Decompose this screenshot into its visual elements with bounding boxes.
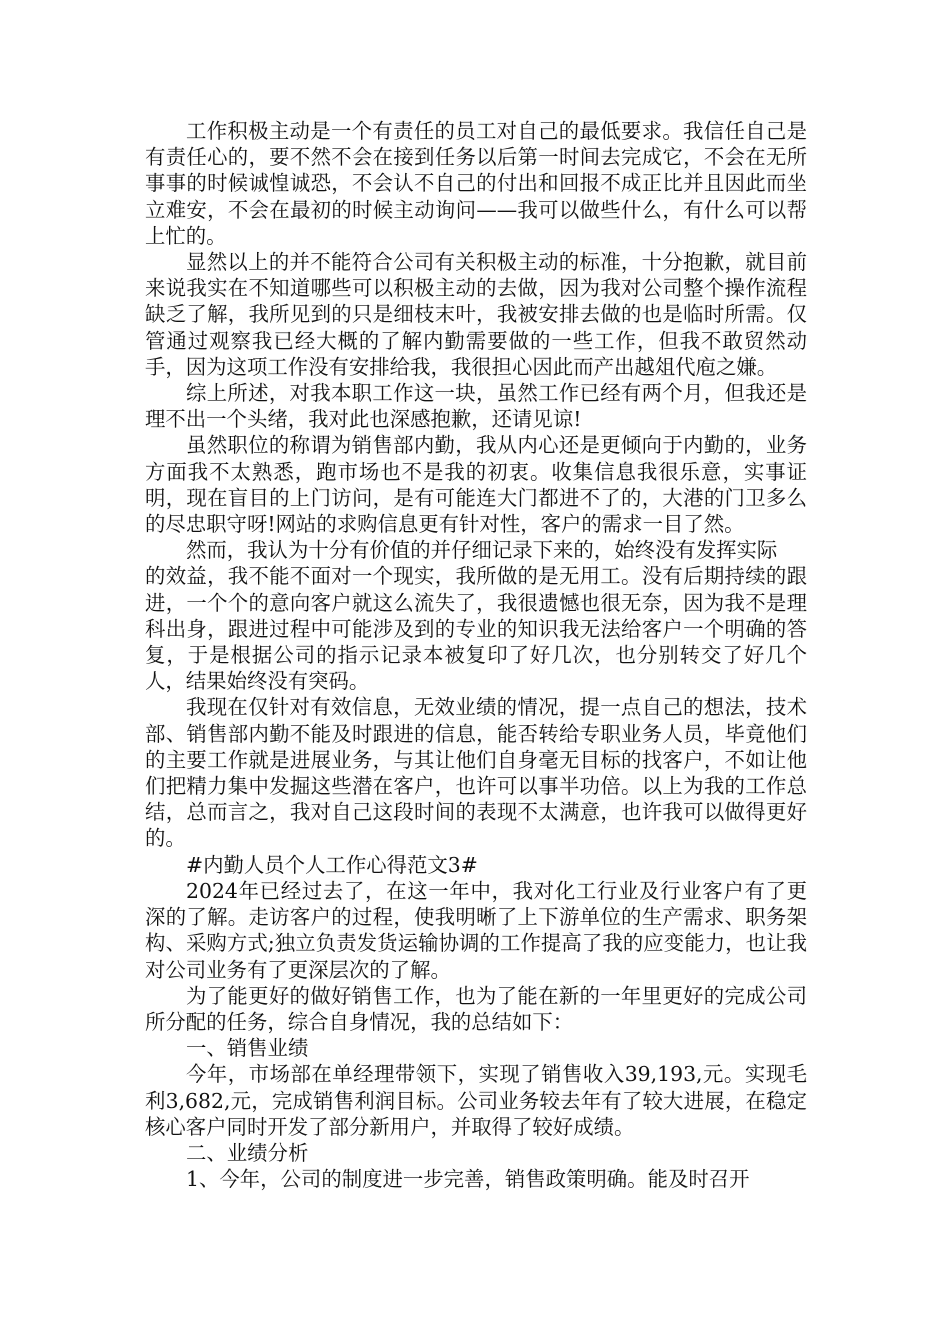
- paragraph-summary: 综上所述，对我本职工作这一块，虽然工作已经有两个月，但我还是理不出一个头绪，我对此也深感抱歉，还请见谅!: [145, 381, 807, 432]
- paragraph-year-review: 2024年已经过去了，在这一年中，我对化工行业及行业客户有了更深的了解。走访客户的过程，使我明晰了上下游单位的生产需求、职务架构、采购方式;独立负责发货运输协调的工作提高了我的应变能力，也让我对公司业务有了更深层次的了解。: [145, 878, 807, 982]
- paragraph-goal: 为了能更好的做好销售工作，也为了能在新的一年里更好的完成公司所分配的任务，综合自身情况，我的总结如下：: [145, 983, 807, 1034]
- paragraph-however: 然而，我认为十分有价值的并仔细记录下来的，始终没有发挥实际: [186, 538, 778, 563]
- paragraph-analysis-item-1: 1、今年，公司的制度进一步完善，销售政策明确。能及时召开: [186, 1167, 750, 1192]
- paragraph-proactive-attitude: 工作积极主动是一个有责任的员工对自己的最低要求。我信任自己是有责任心的，要不然不会在接到任务以后第一时间去完成它，不会在无所事事的时候诚惶诚恐，不会认不自己的付出和回报不成正比并且因此而坐立难安，不会在最初的时候主动询问——我可以做些什么，有什么可以帮上忙的。: [145, 119, 807, 248]
- document-body: [145, 118, 807, 1192]
- paragraph-effect: 的效益，我不能不面对一个现实，我所做的是无用工。没有后期持续的跟进，一个个的意向客户就这么流失了，我很遗憾也很无奈，因为我不是理科出身，跟进过程中可能涉及到的专业的知识我无法给客户一个明确的答复，于是根据公司的指示记录本被复印了好几次，也分别转交了好几个人，结果始终没有突码。: [145, 564, 807, 694]
- section-heading-sample-3: #内勤人员个人工作心得范文3#: [186, 852, 478, 877]
- paragraph-suggestion: 我现在仅针对有效信息，无效业绩的情况，提一点自己的想法，技术部、销售部内勤不能及时跟进的信息，能否转给专职业务人员，毕竟他们的主要工作就是进展业务，与其让他们自身毫无目标的找客户，不如让他们把精力集中发掘这些潜在客户，也许可以事半功倍。以上为我的工作总结，总而言之，我对自己这段时间的表现不太满意，也许我可以做得更好的。: [145, 695, 807, 851]
- paragraph-sales-results: 今年，市场部在单经理带领下，实现了销售收入39,193,元。实现毛利3,682,元，完成销售利润目标。公司业务较去年有了较大进展，在稳定核心客户同时开发了部分新用户，并取得了较好成绩。: [145, 1062, 807, 1139]
- heading-performance-analysis: 二、业绩分析: [186, 1140, 309, 1165]
- paragraph-apology-standards: 显然以上的并不能符合公司有关积极主动的标准，十分抱歉，就目前来说我实在不知道哪些可以积极主动的去做，因为我对公司整个操作流程缺乏了解，我所见到的只是细枝末叶，我被安排去做的也是临时所需。仅管通过观察我已经大概的了解内勤需要做的一些工作，但我不敢贸然动手，因为这项工作没有安排给我，我很担心因此而产出越俎代庖之嫌。: [145, 250, 807, 379]
- heading-sales-performance: 一、销售业绩: [186, 1036, 309, 1061]
- paragraph-sales-internal: 虽然职位的称谓为销售部内勤，我从内心还是更倾向于内勤的，业务方面我不太熟悉，跑市场也不是我的初衷。收集信息我很乐意，实事证明，现在盲目的上门访问，是有可能连大门都进不了的，大港的门卫多么的尽忠职守呀!网站的求购信息更有针对性，客户的需求一目了然。: [145, 433, 807, 537]
